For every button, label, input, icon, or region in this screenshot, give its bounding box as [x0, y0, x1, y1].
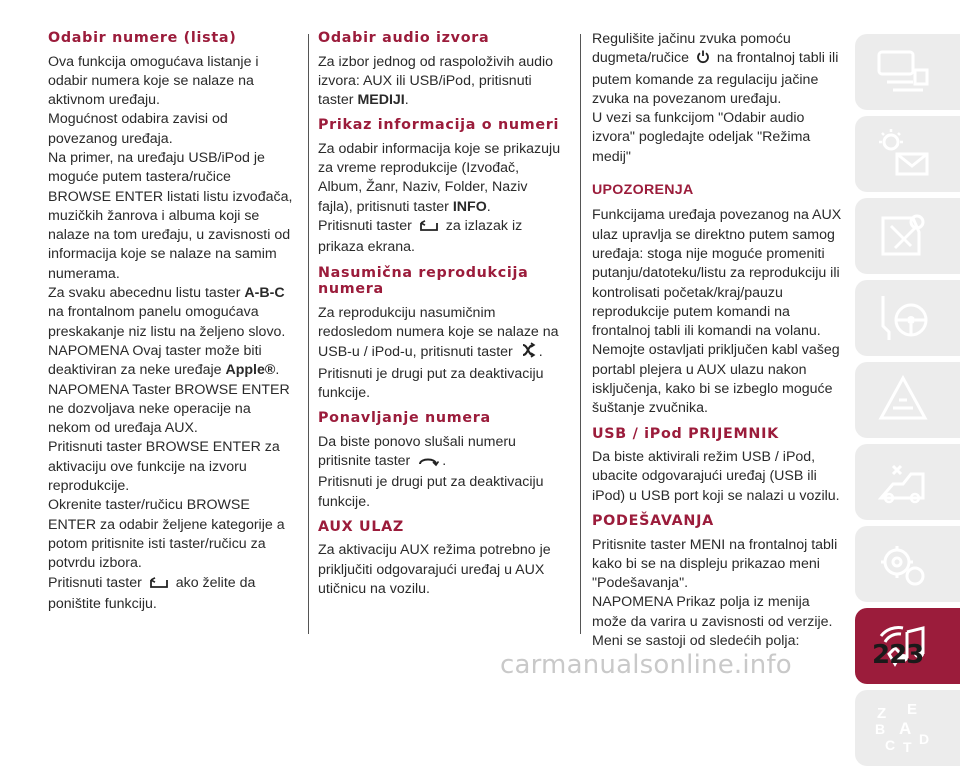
paragraph: Mogućnost odabira zavisi od povezanog uređaja.	[48, 111, 228, 147]
paragraph: Ova funkcija omogućava listanje i odabir numera koje se nalaze na aktivnom uređaju.	[48, 53, 259, 109]
paragraph: Pritisnuti taster ako želite da poništite funkciju.	[48, 574, 256, 612]
paragraph: Nemojte ostavljati priključen kabl vašeg portabl plejera u AUX ulazu nakon isključenja, kako bi se izbeglo moguće šuštanje zvučnika.	[592, 342, 840, 417]
paragraph: Za odabir informacija koje se prikazuju za vreme reprodukcije (Izvođač, Album, Žanr, Naziv, Folder, Naziv fajla), pritisnuti taster INFO.	[318, 140, 561, 215]
page-number: 223	[872, 640, 924, 670]
media-key-label: MEDIJI	[357, 92, 405, 109]
index-letter: E	[907, 701, 918, 718]
paragraph: Regulišite jačinu zvuka pomoću dugmeta/ručice na frontalnoj tabli ili putem komande za regulaciju jačine zvuka na povezanom uređaju.	[592, 31, 839, 107]
heading-repeat: Ponavljanje numera	[318, 410, 491, 427]
paragraph: Pritisnuti taster BROWSE ENTER za aktivaciju ove funkcije na izvoru reprodukcije.	[48, 439, 280, 495]
paragraph: Pritisnite taster MENI na frontalnoj tabli kako bi se na displeju prikazao meni "Podešavanja".	[592, 536, 838, 592]
index-letter: A	[899, 719, 912, 738]
shuffle-icon	[520, 342, 536, 364]
column-3	[592, 30, 842, 651]
tab-safety[interactable]	[855, 198, 960, 274]
back-button-icon	[419, 219, 439, 238]
note: NAPOMENA Taster BROWSE ENTER ne dozvoljava neke operacije na nekom od uređaja AUX.	[48, 381, 290, 437]
warning-lights-icon	[873, 126, 933, 182]
watermark: carmanualsonline.info	[500, 650, 792, 680]
paragraph: Za reprodukciju nasumičnim redosledom numera koje se nalaze na USB-u / iPod-u, pritisnuti taster .	[318, 304, 566, 365]
warnings-heading: UPOZORENJA	[592, 182, 694, 199]
heading-aux-input: AUX ULAZ	[318, 518, 404, 535]
column-divider	[308, 34, 309, 634]
note: NAPOMENA Prikaz polja iz menija može da varira u zavisnosti od verzije.	[592, 594, 833, 630]
paragraph: Funkcijama uređaja povezanog na AUX ulaz upravlja se direktno putem samog uređaja: stoga nije moguće promeniti putanju/datoteku/listu za reprodukciju ili kontrolisati početak/kraj/pauzu reprodukcije putem komandi na frontalnoj tabli ili komandi na volanu.	[592, 207, 842, 340]
apple-label: Apple®	[225, 362, 276, 379]
tab-starting-driving[interactable]	[855, 280, 960, 356]
abc-key-label: A-B-C	[244, 285, 285, 302]
paragraph: U vezi sa funkcijom "Odabir audio izvora" pogledajte odeljak "Režima medij"	[592, 110, 811, 165]
heading-shuffle: Nasumična reprodukcija numera	[318, 264, 529, 298]
tab-warning-lights[interactable]	[855, 116, 960, 192]
column-2	[318, 30, 566, 599]
paragraph: Da biste ponovo slušali numeru pritisnite taster .	[318, 433, 566, 474]
index-letter: C	[885, 737, 896, 753]
index-letter: Z	[877, 705, 887, 722]
column-1	[48, 30, 296, 614]
tab-emergency[interactable]	[855, 362, 960, 438]
index-letter: D	[919, 731, 930, 747]
heading-track-selection: Odabir numere (lista)	[48, 30, 237, 46]
paragraph: Okrenite taster/ručicu BROWSE ENTER za odabir željene kategorije a potom pritisnite isti taster/ručicu za potvrdu izbora.	[48, 497, 285, 572]
maintenance-icon	[873, 454, 933, 510]
paragraph: Za izbor jednog od raspoloživih audio izvora: AUX ili USB/iPod, pritisnuti taster MEDIJI.	[318, 53, 554, 109]
heading-track-info: Prikaz informacija o numeri	[318, 117, 560, 134]
paragraph: Pritisnuti je drugi put za deaktivaciju funkcije.	[318, 474, 544, 510]
technical-data-icon	[873, 536, 933, 592]
paragraph: Da biste aktivirali režim USB / iPod, ubacite odgovarajući uređaj (USB ili iPod) u USB port koji se nalazi u vozilu.	[592, 449, 840, 504]
repeat-icon	[417, 454, 439, 473]
info-key-label: INFO	[452, 198, 487, 215]
paragraph: Pritisnuti je drugi put za deaktivaciju funkcije.	[318, 365, 544, 401]
power-knob-icon	[696, 50, 710, 70]
paragraph: Meni se sastoji od sledećih polja:	[592, 633, 800, 650]
column-divider	[580, 34, 581, 634]
safety-icon	[873, 208, 933, 264]
paragraph: Za aktivaciju AUX režima potrebno je priključiti odgovarajući uređaj u AUX utičnicu na vozilu.	[318, 542, 551, 597]
tab-index[interactable]	[855, 690, 960, 766]
emergency-icon	[873, 372, 933, 428]
note: NAPOMENA Ovaj taster može biti deaktiviran za neke uređaje Apple®.	[48, 342, 280, 379]
paragraph: Za svaku abecednu listu taster A-B-C na frontalnom panelu omogućava preskakanje niz listu na željeno slovo.	[48, 285, 286, 340]
paragraph: Na primer, na uređaju USB/iPod je moguće putem tastera/ručice BROWSE ENTER listati listu izvođača, muzičkih žanrova i albuma koji se nalaze na tom uređaju, u zavisnosti od informacija koje se nalaze na samim numerama.	[48, 149, 293, 282]
index-letter: B	[875, 721, 886, 737]
heading-settings: PODEŠAVANJA	[592, 513, 714, 530]
tab-car-info[interactable]	[855, 34, 960, 110]
index-letter: T	[903, 739, 912, 755]
tab-technical-data[interactable]	[855, 526, 960, 602]
starting-driving-icon	[873, 290, 933, 346]
heading-usb-ipod: USB / iPod PRIJEMNIK	[592, 425, 779, 442]
car-info-icon	[873, 44, 933, 100]
paragraph: Pritisnuti taster za izlazak iz prikaza ekrana.	[318, 218, 523, 256]
heading-audio-source: Odabir audio izvora	[318, 30, 490, 46]
index-icon	[873, 700, 933, 756]
back-button-icon	[149, 576, 169, 595]
tab-maintenance[interactable]	[855, 444, 960, 520]
